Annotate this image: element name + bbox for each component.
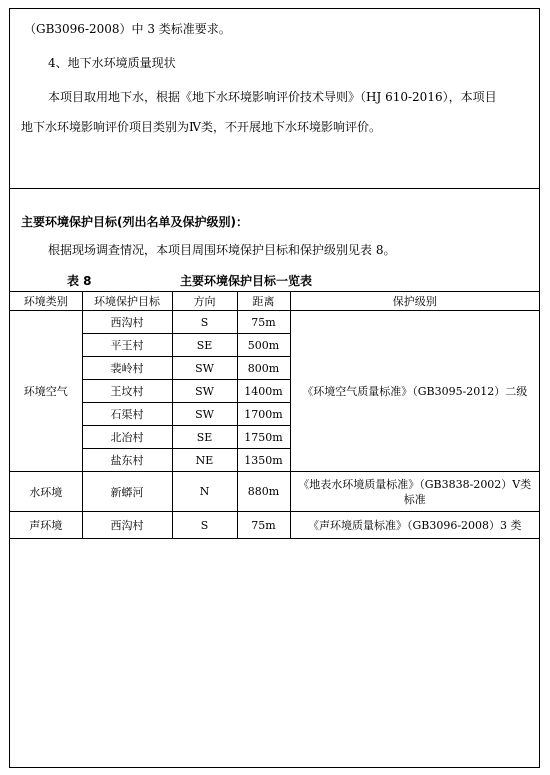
document-frame [9, 8, 540, 768]
cell-distance: 1750m [237, 426, 290, 449]
paragraph-standard-note: （GB3096-2008）中 3 类标准要求。 [24, 22, 231, 36]
protection-targets-table [10, 291, 539, 539]
subheading-groundwater: 4、地下水环境质量现状 [48, 56, 176, 70]
cell-distance: 75m [237, 512, 290, 539]
cell-distance: 1400m [237, 380, 290, 403]
cell-target: 西沟村 [82, 512, 172, 539]
table-row [10, 472, 539, 512]
paragraph-groundwater-line1: 本项目取用地下水，根据《地下水环境影响评价技术导则》（HJ 610-2016），本项目 [48, 90, 497, 104]
header-direction: 方向 [172, 292, 237, 311]
table-title: 主要环境保护目标一览表 [180, 274, 313, 288]
cell-distance: 500m [237, 334, 290, 357]
cell-category-air: 环境空气 [10, 311, 82, 472]
cell-level-water: 《地表水环境质量标准》（GB3838-2002）Ⅴ类标准 [290, 472, 539, 512]
cell-target: 石渠村 [82, 403, 172, 426]
cell-target: 新蟒河 [82, 472, 172, 512]
cell-target: 平王村 [82, 334, 172, 357]
cell-direction: N [172, 472, 237, 512]
cell-target: 王坟村 [82, 380, 172, 403]
header-target: 环境保护目标 [82, 292, 172, 311]
table-header-row [10, 292, 539, 311]
cell-direction: SE [172, 426, 237, 449]
table-row [10, 512, 539, 539]
header-distance: 距离 [237, 292, 290, 311]
cell-distance: 1700m [237, 403, 290, 426]
cell-category-water: 水环境 [10, 472, 82, 512]
section-heading: 主要环境保护目标(列出名单及保护级别)： [21, 215, 248, 229]
header-level: 保护级别 [290, 292, 539, 311]
cell-direction: SW [172, 380, 237, 403]
groundwater-section [10, 9, 539, 189]
table-row [10, 311, 539, 334]
cell-direction: S [172, 512, 237, 539]
cell-category-sound: 声环境 [10, 512, 82, 539]
cell-distance: 800m [237, 357, 290, 380]
cell-distance: 1350m [237, 449, 290, 472]
table-number: 表 8 [67, 274, 92, 288]
header-category: 环境类别 [10, 292, 82, 311]
section-intro: 根据现场调查情况，本项目周围环境保护目标和保护级别见表 8。 [48, 243, 396, 257]
cell-direction: SW [172, 403, 237, 426]
cell-target: 北冶村 [82, 426, 172, 449]
cell-target: 盐东村 [82, 449, 172, 472]
cell-direction: NE [172, 449, 237, 472]
paragraph-groundwater-line2: 地下水环境影响评价项目类别为Ⅳ类，不开展地下水环境影响评价。 [21, 120, 381, 134]
cell-direction: S [172, 311, 237, 334]
cell-target: 西沟村 [82, 311, 172, 334]
cell-target: 裴岭村 [82, 357, 172, 380]
cell-level-air: 《环境空气质量标准》（GB3095-2012）二级 [290, 311, 539, 472]
cell-direction: SE [172, 334, 237, 357]
cell-distance: 880m [237, 472, 290, 512]
cell-distance: 75m [237, 311, 290, 334]
cell-direction: SW [172, 357, 237, 380]
cell-level-sound: 《声环境质量标准》（GB3096-2008）3 类 [290, 512, 539, 539]
